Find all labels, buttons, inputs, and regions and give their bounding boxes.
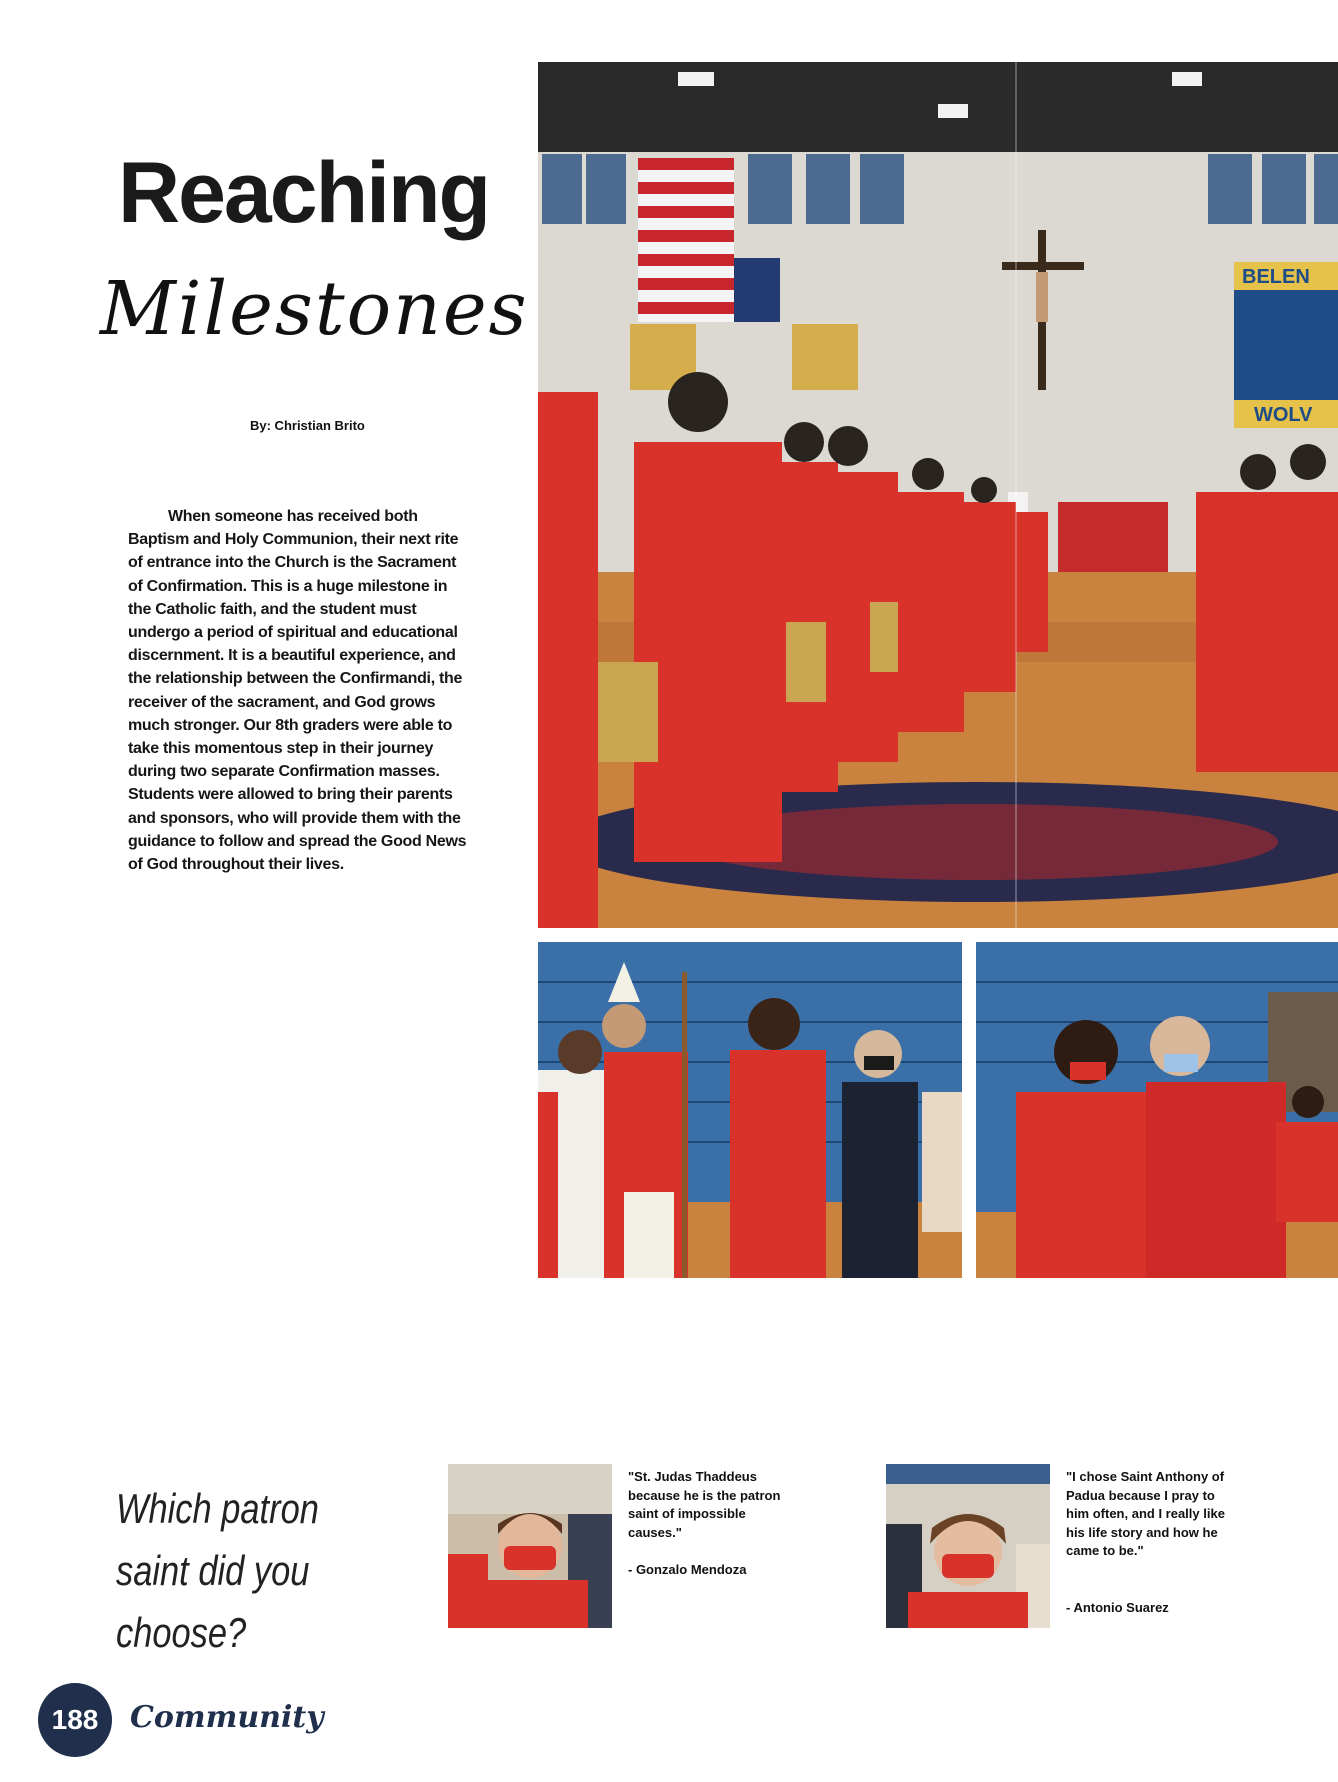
quote-photo-2 [886, 1464, 1050, 1628]
quote-text-2: "I chose Saint Anthony of Padua because I pray to him often, and I really like his life story and how he came to be." [1066, 1469, 1225, 1559]
article-body-text: When someone has received both Baptism and Holy Communion, their next rite of entrance into the Church is the Sacrament of Confirmation. This is a huge milestone in the Catholic faith, and the student must undergo a period of spiritual and educational discernment. It is a beautiful experience, and the relationship between the Confirmandi, the receiver of the sacrament, and God grows much stronger. Our 8th graders were able to take this momentous step in their journey during two separate Confirmation masses. Students were allowed to bring their parents and sponsors, who will provide them with the guidance to follow and spread the Good News of God throughout their lives. [128, 508, 467, 874]
article-title: Reaching [118, 145, 490, 241]
section-name: Community [130, 1700, 324, 1735]
article-body [128, 505, 468, 876]
byline: By: Christian Brito [250, 418, 365, 433]
feature-question: Which patron saint did you choose? [116, 1485, 319, 1656]
quote-text-1: "St. Judas Thaddeus because he is the patron saint of impossible causes." [628, 1469, 781, 1540]
quote-author-1: - Gonzalo Mendoza [628, 1562, 747, 1577]
photo-bishop-confirmation [538, 942, 962, 1278]
quote-photo-1 [448, 1464, 612, 1628]
article-title-script: Milestones [100, 266, 529, 352]
gym-mass-image [538, 62, 1338, 928]
page-number: 188 [38, 1683, 112, 1757]
quote-author-2: - Antonio Suarez [1066, 1600, 1169, 1615]
student-portrait-1 [448, 1464, 612, 1628]
main-photo [538, 62, 1338, 928]
scoreboard-text-bottom: WOLV [1254, 404, 1313, 426]
student-portrait-2 [886, 1464, 1050, 1628]
student-priest-image [976, 942, 1338, 1278]
bishop-confirmation-image [538, 942, 962, 1278]
photo-student-priest [976, 942, 1338, 1278]
scoreboard-text-top: BELEN [1242, 266, 1310, 288]
